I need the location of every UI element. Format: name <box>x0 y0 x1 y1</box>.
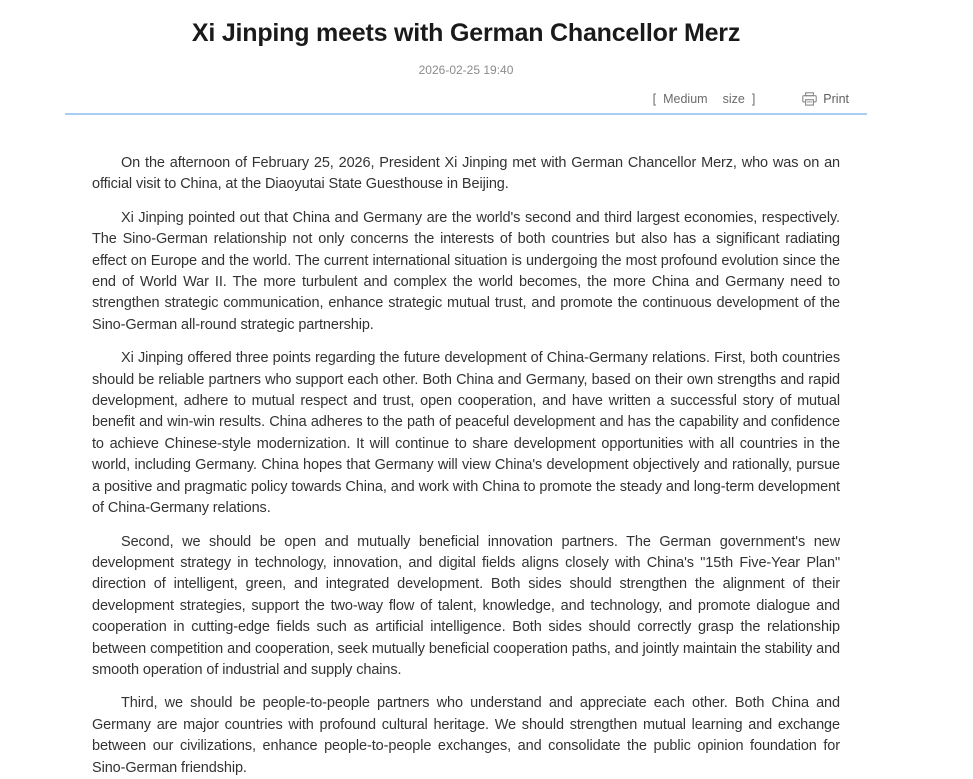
printer-icon <box>802 92 823 106</box>
bracket-close: ] <box>751 91 756 106</box>
paragraph: Xi Jinping pointed out that China and Germany are the world's second and third largest economies, respectively. The Sino-German relationship not only concerns the interests of both countries but also has a significant radiating effect on Europe and the world. The current international situation is undergoing the most profound evolution since the end of World War II. The more turbulent and complex the world becomes, the more China and Germany need to strengthen strategic communication, enhance strategic mutual trust, and promote the continuous development of the Sino-German all-round strategic partnership. <box>92 209 840 333</box>
paragraph: Xi Jinping offered three points regarding the future development of China-Germany relations. First, both countries should be reliable partners who support each other. Both China and Germany, based on their own strengths and rapid development, adhere to mutual respect and trust, open cooperation, and have written a successful story of mutual benefit and win-win results. China adheres to the path of peaceful development and has the capability and confidence to achieve Chinese-style modernization. It will continue to share development opportunities with all countries in the world, including Germany. China hopes that Germany will view China's development objectively and rationally, pursue a positive and pragmatic policy towards China, and work with China to promote the steady and long-term development of China-Germany relations. <box>92 350 840 517</box>
article-body <box>65 115 867 779</box>
print-button[interactable] <box>802 92 849 106</box>
bracket-open: [ <box>652 91 657 106</box>
font-size-medium-option[interactable]: Medium <box>663 91 708 106</box>
paragraph: Second, we should be open and mutually beneficial innovation partners. The German government's new development strategy in technology, innovation, and digital fields aligns closely with China's "15th Five-Year Plan" direction of intelligent, green, and integrated development. Both sides should strengthen the alignment of their development strategies, support the two-way flow of talent, knowledge, and technology, and promote dialogue and cooperation in cutting-edge fields such as artificial intelligence. Both sides should correctly grasp the relationship between competition and cooperation, seek mutually beneficial cooperation paths, and jointly maintain the stability and smooth operation of industrial and supply chains. <box>92 533 840 678</box>
paragraph: Third, we should be people-to-people partners who understand and appreciate each other. Both China and Germany are major countries with profound cultural heritage. We should strengthen mutual learning and exchange between our civilizations, enhance people-to-people exchanges, and consolidate the public opinion foundation for Sino-German friendship. <box>92 695 840 776</box>
article-toolbar <box>65 90 867 107</box>
article-container <box>65 0 867 779</box>
font-size-control[interactable] <box>653 92 756 106</box>
page-title: Xi Jinping meets with German Chancellor Merz <box>191 19 741 47</box>
font-size-label[interactable]: size <box>722 91 745 106</box>
print-button-label: Print <box>823 91 849 106</box>
article-date: 2026-02-25 19:40 <box>418 63 514 77</box>
paragraph: On the afternoon of February 25, 2026, President Xi Jinping met with German Chancellor Merz, who was on an official visit to China, at the Diaoyutai State Guesthouse in Beijing. <box>92 155 840 193</box>
